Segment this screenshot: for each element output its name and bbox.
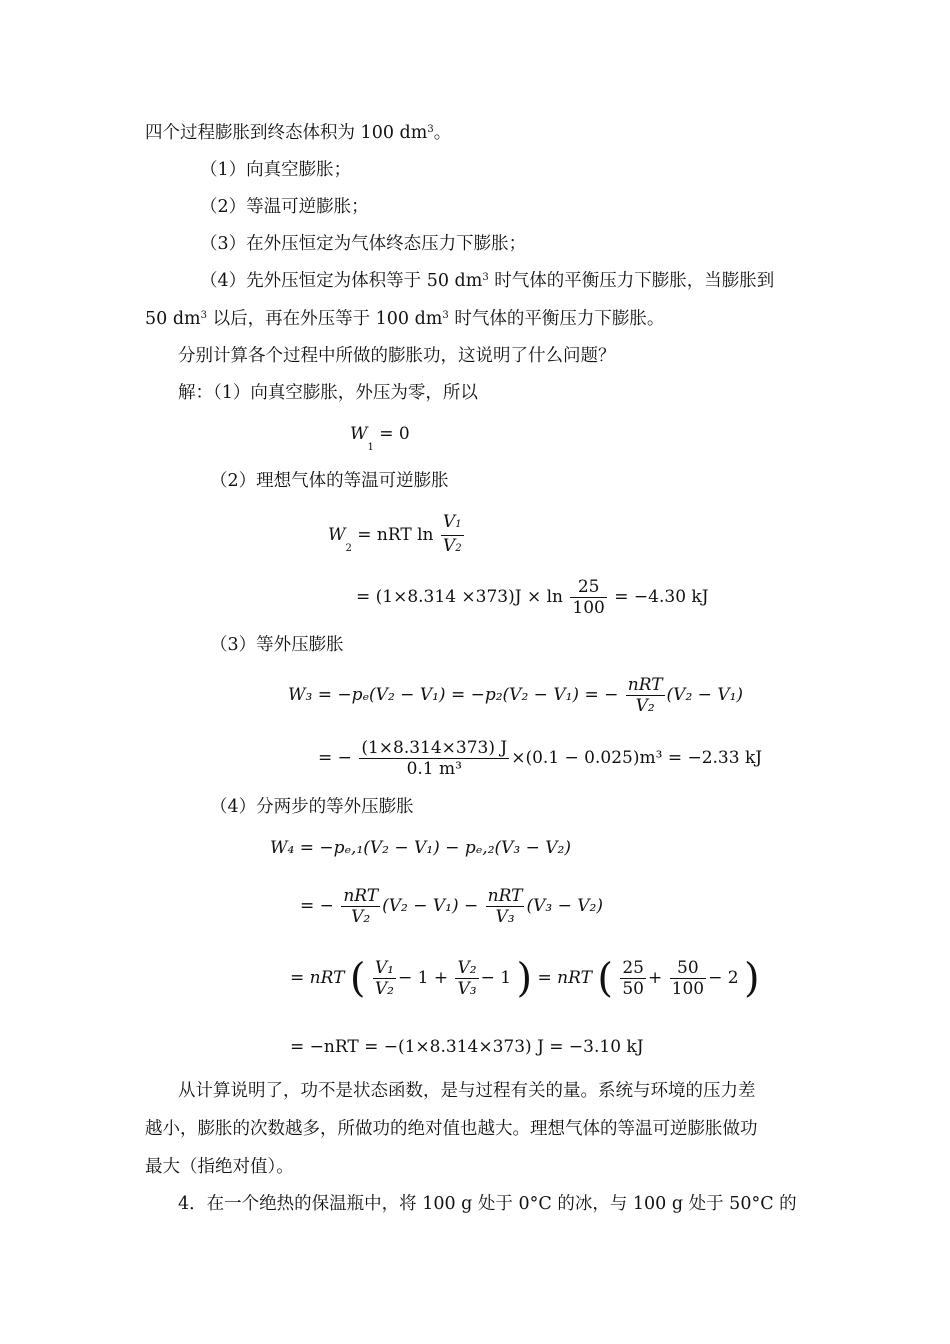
- eq-equals: = nRT: [537, 968, 592, 988]
- eq-mid: − 1: [480, 968, 512, 988]
- fraction: [626, 675, 665, 716]
- solution-intro: 解：（1）向真空膨胀，外压为零，所以: [178, 383, 478, 403]
- superscript: 3: [427, 124, 434, 135]
- list-item-2: （2）等温可逆膨胀；: [200, 197, 369, 217]
- eq-mid: (V₂ − V₁) −: [382, 896, 479, 916]
- eq-pre: = −: [318, 748, 352, 768]
- right-paren: ): [743, 955, 760, 1002]
- list-item-4b: [145, 308, 664, 333]
- equation-w4c: [290, 955, 760, 1002]
- item4a-text: （4）先外压恒定为体积等于 50 dm: [200, 271, 483, 291]
- superscript: 3: [442, 310, 449, 321]
- denominator: 0.1 m³: [406, 759, 462, 779]
- denominator: [441, 536, 464, 559]
- equation-w4b: [300, 886, 603, 927]
- numerator: nRT: [487, 886, 523, 906]
- eq-pre: = −: [300, 896, 334, 916]
- right-paren: ): [516, 955, 533, 1002]
- conclusion-line-3: 最大（指绝对值）。: [145, 1157, 294, 1177]
- fraction: [486, 886, 525, 927]
- equation-w3a: [288, 675, 743, 716]
- plus-sign: +: [647, 968, 663, 988]
- solution-step-2: （2）理想气体的等温可逆膨胀: [210, 471, 449, 491]
- next-problem: 4．在一个绝热的保温瓶中，将 100 g 处于 0°C 的冰，与 100 g 处于 50°C 的: [178, 1194, 797, 1214]
- numerator: nRT: [627, 675, 663, 695]
- fraction: [570, 577, 606, 618]
- question-text: 分别计算各个过程中所做的膨胀功，这说明了什么问题？: [178, 346, 616, 366]
- intro-text: 四个过程膨胀到终态体积为 100 dm: [145, 123, 428, 143]
- equation-w4a: W₄ = −pₑ,₁(V₂ − V₁) − pₑ,₂(V₃ − V₂): [270, 838, 572, 858]
- eq-pre: = nRT: [290, 968, 345, 988]
- fraction: [620, 958, 646, 999]
- conclusion-line-1: 从计算说明了，功不是状态函数，是与过程有关的量。系统与环境的压力差: [178, 1081, 756, 1101]
- left-paren: (: [597, 955, 613, 1002]
- eq-pre: = (1×8.314 ×373)J × ln: [356, 587, 563, 607]
- intro-end: 。: [433, 123, 452, 143]
- numerator: nRT: [343, 886, 379, 906]
- eq-mid: − 1 +: [397, 968, 449, 988]
- solution-step-3: （3）等外压膨胀: [210, 635, 344, 655]
- fraction: [341, 886, 380, 927]
- denominator: V₃: [495, 907, 515, 927]
- denominator: V₂: [635, 696, 655, 716]
- numerator: 25: [622, 958, 644, 978]
- eq-symbol: W: [350, 424, 368, 444]
- fraction: [441, 512, 464, 559]
- paragraph-intro: [145, 122, 451, 147]
- denominator: V₃: [457, 979, 477, 999]
- eq-post: (V₂ − V₁): [666, 685, 744, 705]
- eq-mid: − 2: [708, 968, 739, 988]
- numerator: V₁: [374, 958, 394, 978]
- item4b-mid: 以后，再在外压等于 100 dm: [207, 309, 443, 329]
- subscript: 2: [345, 543, 352, 554]
- numerator: 25: [570, 577, 606, 598]
- superscript: 3: [200, 310, 208, 321]
- item4b-text: 50 dm: [145, 309, 201, 329]
- equation-w2b: [356, 577, 709, 618]
- equation-w3b: [318, 738, 762, 779]
- superscript: 3: [482, 272, 489, 283]
- denominator: 50: [622, 979, 644, 999]
- fraction: [373, 958, 396, 999]
- denominator: V₂: [374, 979, 394, 999]
- numerator: (1×8.314×373) J: [361, 738, 508, 758]
- eq-post: = −4.30 kJ: [608, 587, 709, 607]
- equation-w4d: = −nRT = −(1×8.314×373) J = −3.10 kJ: [290, 1037, 644, 1057]
- den-symbol: V: [442, 536, 456, 556]
- numerator: V₂: [457, 958, 477, 978]
- num-symbol: V: [442, 512, 456, 532]
- conclusion-line-2: 越小，膨胀的次数越多，所做功的绝对值也越大。理想气体的等温可逆膨胀做功: [145, 1119, 758, 1139]
- fraction: [670, 958, 706, 999]
- list-item-3: （3）在外压恒定为气体终态压力下膨胀；: [200, 234, 527, 254]
- eq-text: W₃ = −pₑ(V₂ − V₁) = −p₂(V₂ − V₁) = −: [288, 685, 619, 705]
- solution-step-4: （4）分两步的等外压膨胀: [210, 797, 414, 817]
- denominator: V₂: [351, 907, 371, 927]
- subscript: 1: [367, 442, 374, 453]
- list-item-1: （1）向真空膨胀；: [200, 160, 352, 180]
- eq-rhs: = 0: [373, 424, 410, 444]
- equation-w1: [350, 424, 410, 453]
- fraction: [359, 738, 509, 779]
- list-item-4a: [200, 270, 774, 295]
- eq-post: (V₃ − V₂): [526, 896, 603, 916]
- eq-post: ×(0.1 − 0.025)m³ = −2.33 kJ: [511, 748, 763, 768]
- subscript: 2: [455, 543, 462, 554]
- denominator: 100: [572, 598, 605, 618]
- item4a-end: 时气体的平衡压力下膨胀，当膨胀到: [488, 271, 775, 291]
- numerator: 50: [670, 958, 706, 979]
- item4b-end: 时气体的平衡压力下膨胀。: [448, 309, 665, 329]
- fraction: [455, 958, 478, 999]
- denominator: 100: [671, 979, 705, 999]
- equation-w2a: [328, 512, 466, 559]
- subscript: 1: [455, 519, 462, 530]
- left-paren: (: [349, 955, 366, 1002]
- eq-symbol: W: [328, 525, 346, 545]
- numerator: [441, 512, 464, 536]
- eq-mid: = nRT ln: [351, 525, 434, 545]
